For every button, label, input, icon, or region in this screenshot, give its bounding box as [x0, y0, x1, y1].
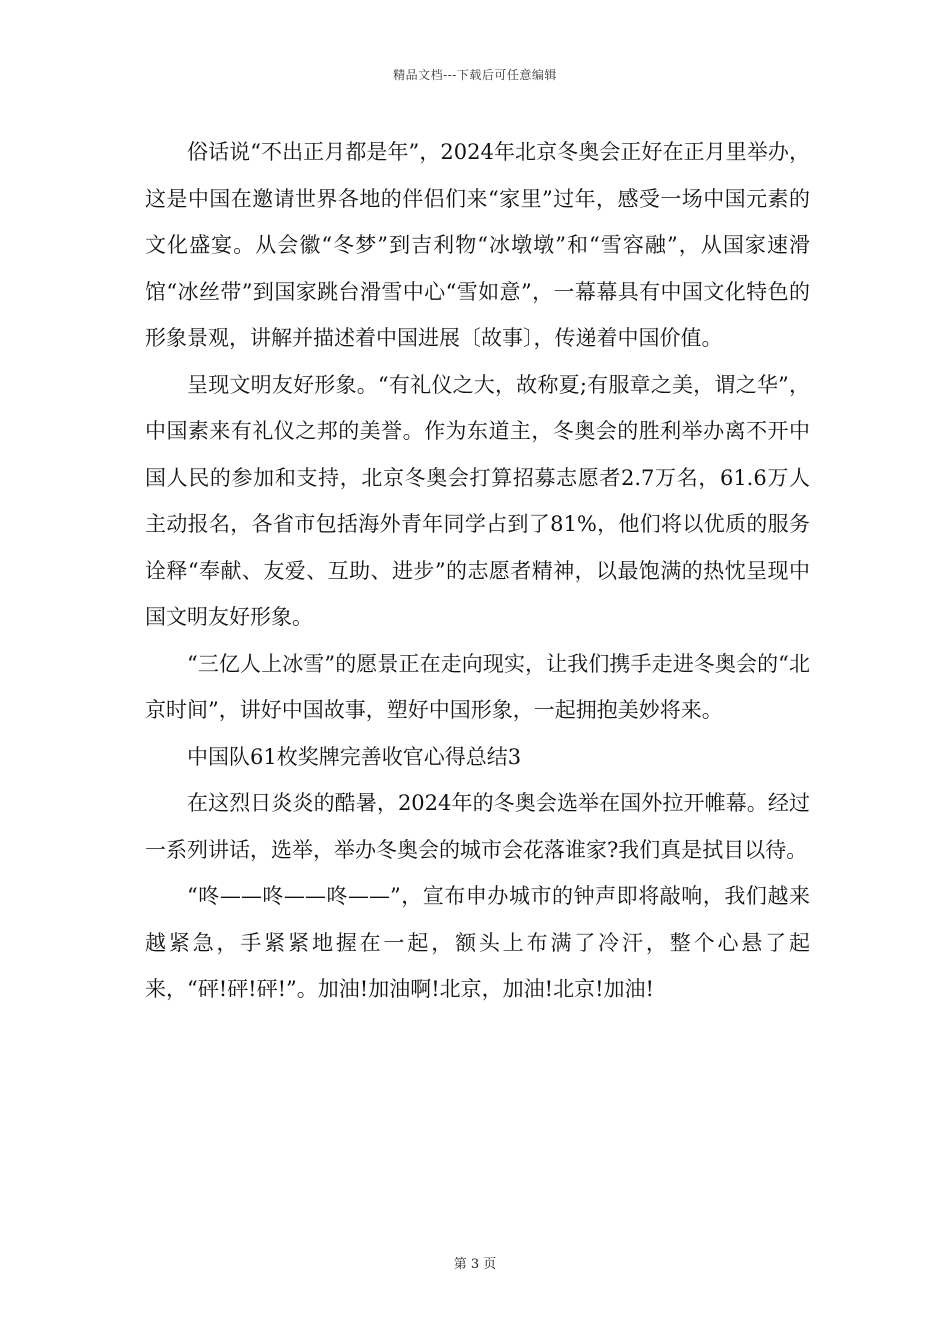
paragraph-1: 俗话说“不出正月都是年”，2024年北京冬奥会正好在正月里举办，这是中国在邀请世界各地的伴侣们来“家里”过年，感受一场中国元素的文化盛宴。从会徽“冬梦”到吉利物“冰墩墩”和“雪容融”，从国家速滑馆“冰丝带”到国家跳台滑雪中心“雪如意”，一幕幕具有中国文化特色的形象景观，讲解并描述着中国进展〔故事〕，传递着中国价值。 — [145, 140, 810, 350]
page-header: 精品文档---下载后可任意编辑 — [393, 68, 557, 82]
paragraph-5: “咚——咚——咚——”，宣布申办城市的钟声即将敲响，我们越来越紧急，手紧紧地握在一起，额头上布满了冷汗，整个心悬了起来，“砰!砰!砰!”。加油!加油啊!北京，加油!北京!加油! — [145, 884, 810, 1001]
document-body — [145, 129, 810, 1013]
page-number: 第 3 页 — [453, 1257, 497, 1272]
section-title: 中国队61枚奖牌完善收官心得总结3 — [187, 744, 522, 769]
paragraph-4: 在这烈日炎炎的酷暑，2024年的冬奥会选举在国外拉开帷幕。经过一系列讲话，选举，举办冬奥会的城市会花落谁家?我们真是拭目以待。 — [145, 791, 810, 862]
paragraph-2: 呈现文明友好形象。“有礼仪之大，故称夏;有服章之美，谓之华”，中国素来有礼仪之邦的美誉。作为东道主，冬奥会的胜利举办离不开中国人民的参加和支持，北京冬奥会打算招募志愿者2.7万名，61.6万人主动报名，各省市包括海外青年同学占到了81%，他们将以优质的服务诠释“奉献、友爱、互助、进步”的志愿者精神，以最饱满的热忱呈现中国文明友好形象。 — [145, 372, 810, 629]
paragraph-3: “三亿人上冰雪”的愿景正在走向现实，让我们携手走进冬奥会的“北京时间”，讲好中国故事，塑好中国形象，一起拥抱美妙将来。 — [145, 651, 810, 722]
